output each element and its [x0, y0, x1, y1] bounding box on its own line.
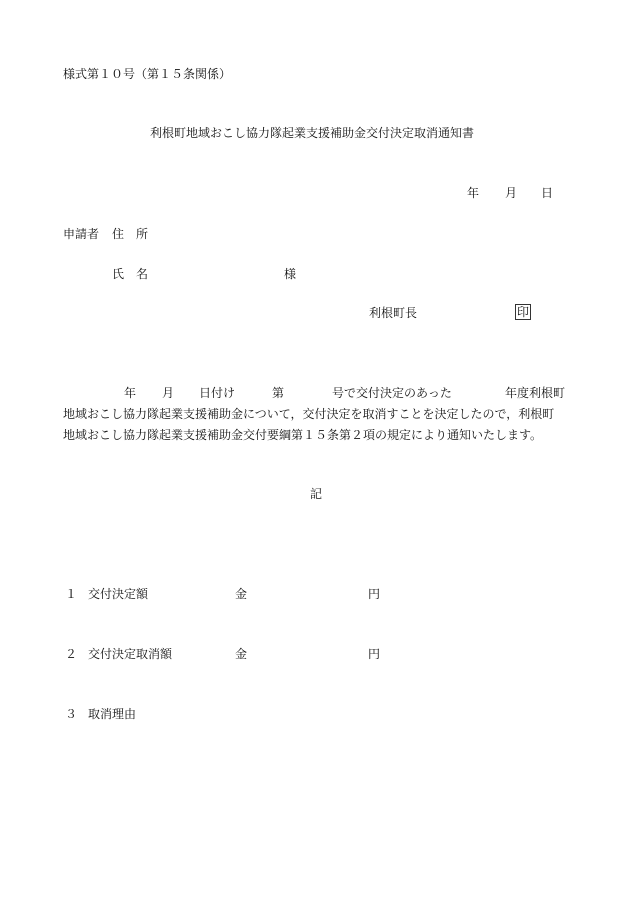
- body-fiscal-year: 年度利根町: [505, 386, 566, 400]
- item-2-number: ２: [65, 647, 78, 661]
- date-day: 日: [541, 186, 554, 200]
- form-number: 様式第１０号（第１５条関係）: [63, 67, 232, 81]
- item-3-label: 取消理由: [88, 707, 137, 721]
- item-1-unit: 円: [368, 587, 381, 601]
- item-2-unit: 円: [368, 647, 381, 661]
- body-line-3: 地域おこし協力隊起業支援補助金交付要綱第１５条第２項の規定により通知いたします。: [63, 428, 543, 442]
- document-title: 利根町地域おこし協力隊起業支援補助金交付決定取消通知書: [150, 126, 475, 140]
- item-1-prefix: 金: [235, 587, 248, 601]
- date-year: 年: [467, 186, 480, 200]
- item-1-label: 交付決定額: [88, 587, 149, 601]
- body-line-2: 地域おこし協力隊起業支援補助金について，交付決定を取消すことを決定したので，利根町: [63, 407, 555, 421]
- body-no-suffix: 号で交付決定のあった: [332, 386, 452, 400]
- name-label: 氏 名: [112, 267, 149, 281]
- honorific: 様: [284, 267, 297, 281]
- body-no-prefix: 第: [272, 386, 285, 400]
- seal-mark: 印: [517, 305, 530, 319]
- body-date-suffix: 日付け: [199, 386, 236, 400]
- ki-heading: 記: [310, 487, 323, 501]
- item-2-prefix: 金: [235, 647, 248, 661]
- address-label: 住 所: [112, 227, 149, 241]
- body-year: 年: [124, 386, 137, 400]
- item-1-number: １: [65, 587, 78, 601]
- item-3-number: ３: [65, 707, 78, 721]
- body-month: 月: [162, 386, 175, 400]
- issuer-label: 利根町長: [369, 306, 418, 320]
- item-2-label: 交付決定取消額: [88, 647, 173, 661]
- date-month: 月: [505, 186, 518, 200]
- applicant-label: 申請者: [63, 227, 100, 241]
